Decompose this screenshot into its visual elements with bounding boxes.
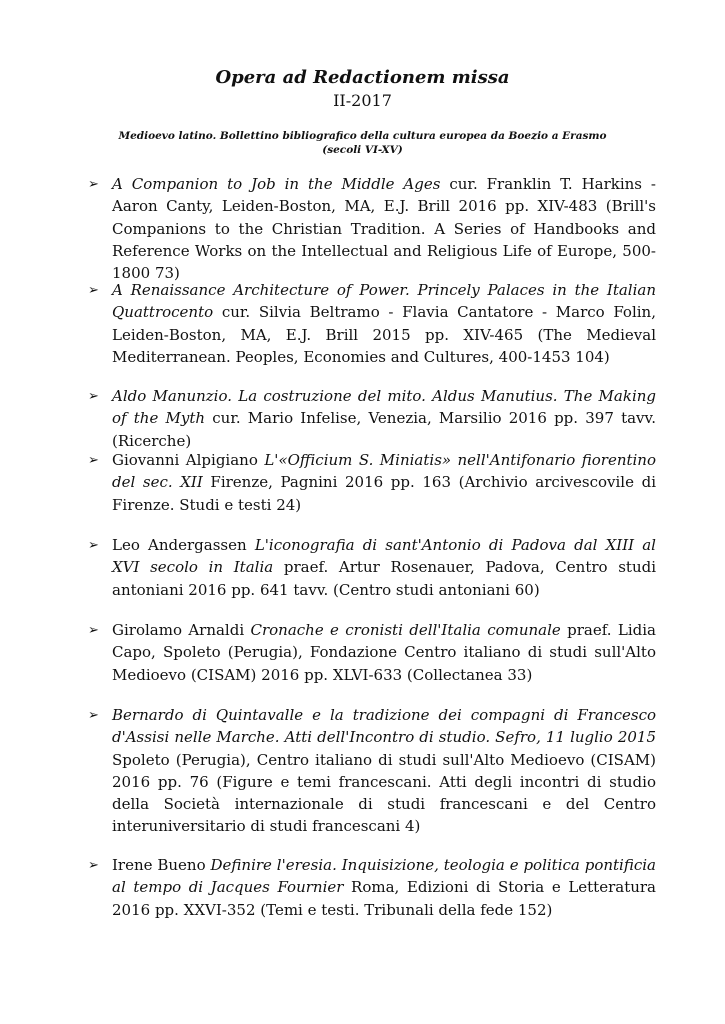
entry-details: cur. Silvia Beltramo - Flavia Cantatore - Marco Folin, Leiden-Boston, MA, E.J. Brill 2015 pp. XIV-465 (The Medieval Mediterranean. Peoples, Economies and Cultures, 400-1453 104) [112, 303, 656, 366]
arrow-bullet-icon: ➢ [88, 389, 99, 404]
entry-details: Roma, Edizioni di Storia e Letteratura 2016 pp. XXVI-352 (Temi e testi. Tribunali della fede 152) [112, 878, 657, 919]
entry-author: Girolamo Arnaldi [112, 621, 251, 639]
entry-details: cur. Franklin T. Harkins - Aaron Canty, Leiden-Boston, MA, E.J. Brill 2016 pp. XIV-483 (Brill's Companions to the Christian Tradition. A Series of Handbooks and Reference Works on the Intellectual and Religious Life of Europe, 500-1800 73) [112, 175, 656, 283]
entry-details: Firenze, Pagnini 2016 pp. 163 (Archivio arcivescovile di Firenze. Studi e testi 24) [112, 473, 656, 514]
entry-title: Aldo Manunzio. La costruzione del mito. Aldus Manutius. The Making of the Myth [112, 387, 656, 428]
entry-details: cur. Mario Infelise, Venezia, Marsilio 2016 pp. 397 tavv. (Ricerche) [112, 409, 656, 450]
entry-text [112, 854, 656, 921]
entry-author: Irene Bueno [112, 856, 211, 874]
entry-details: praef. Lidia Capo, Spoleto (Perugia), Fondazione Centro italiano di studi sull'Alto Medioevo (CISAM) 2016 pp. XLVI-633 (Collectanea 33) [112, 621, 656, 684]
entry-text [112, 534, 656, 601]
entry-details: praef. Artur Rosenauer, Padova, Centro studi antoniani 2016 pp. 641 tavv. (Centro studi antoniani 60) [112, 558, 657, 599]
entry-author: Giovanni Alpigiano [112, 451, 265, 469]
arrow-bullet-icon: ➢ [88, 453, 99, 468]
arrow-bullet-icon: ➢ [88, 538, 99, 553]
arrow-bullet-icon: ➢ [88, 708, 99, 723]
arrow-bullet-icon: ➢ [88, 177, 99, 192]
entry-text [112, 619, 656, 686]
entry-text [112, 279, 656, 368]
entry-text [112, 385, 656, 452]
journal-title-line-1: Medioevo latino. Bollettino bibliografico della cultura europea da Boezio a Erasmo [118, 130, 607, 142]
entry-text [112, 704, 656, 838]
arrow-bullet-icon: ➢ [88, 623, 99, 638]
entry-title: Definire l'eresia. Inquisizione, teologia e politica pontificia al tempo di Jacques Fournier [112, 856, 656, 897]
arrow-bullet-icon: ➢ [88, 283, 99, 298]
issue-number: II-2017 [333, 91, 392, 110]
entry-author: Leo Andergassen [112, 536, 255, 554]
entry-title: A Renaissance Architecture of Power. Princely Palaces in the Italian Quattrocento [112, 281, 656, 322]
journal-title [80, 129, 645, 157]
entry-title: Bernardo di Quintavalle e la tradizione dei compagni di Francesco d'Assisi nelle Marche. Atti dell'Incontro di studio. Sefro, 11 luglio 2015 [112, 706, 656, 747]
entry-title: A Companion to Job in the Middle Ages [112, 175, 441, 193]
entry-title: L'«Officium S. Miniatis» nell'Antifonario fiorentino del sec. XII [112, 451, 656, 492]
entry-title: L'iconografia di sant'Antonio di Padova dal XIII al XVI secolo in Italia [112, 536, 656, 577]
entry-title: Cronache e cronisti dell'Italia comunale [250, 621, 561, 639]
journal-title-line-2: (secoli VI-XV) [322, 144, 403, 156]
entry-details: Spoleto (Perugia), Centro italiano di studi sull'Alto Medioevo (CISAM) 2016 pp. 76 (Figure e temi francescani. Atti degli incontri di studio della Società internazionale di studi francescani e del Centro interuniversitario di studi francescani 4) [112, 750, 656, 836]
entry-text [112, 173, 656, 284]
page-title: Opera ad Redactionem missa [215, 67, 510, 88]
entry-text [112, 449, 656, 516]
arrow-bullet-icon: ➢ [88, 858, 99, 873]
